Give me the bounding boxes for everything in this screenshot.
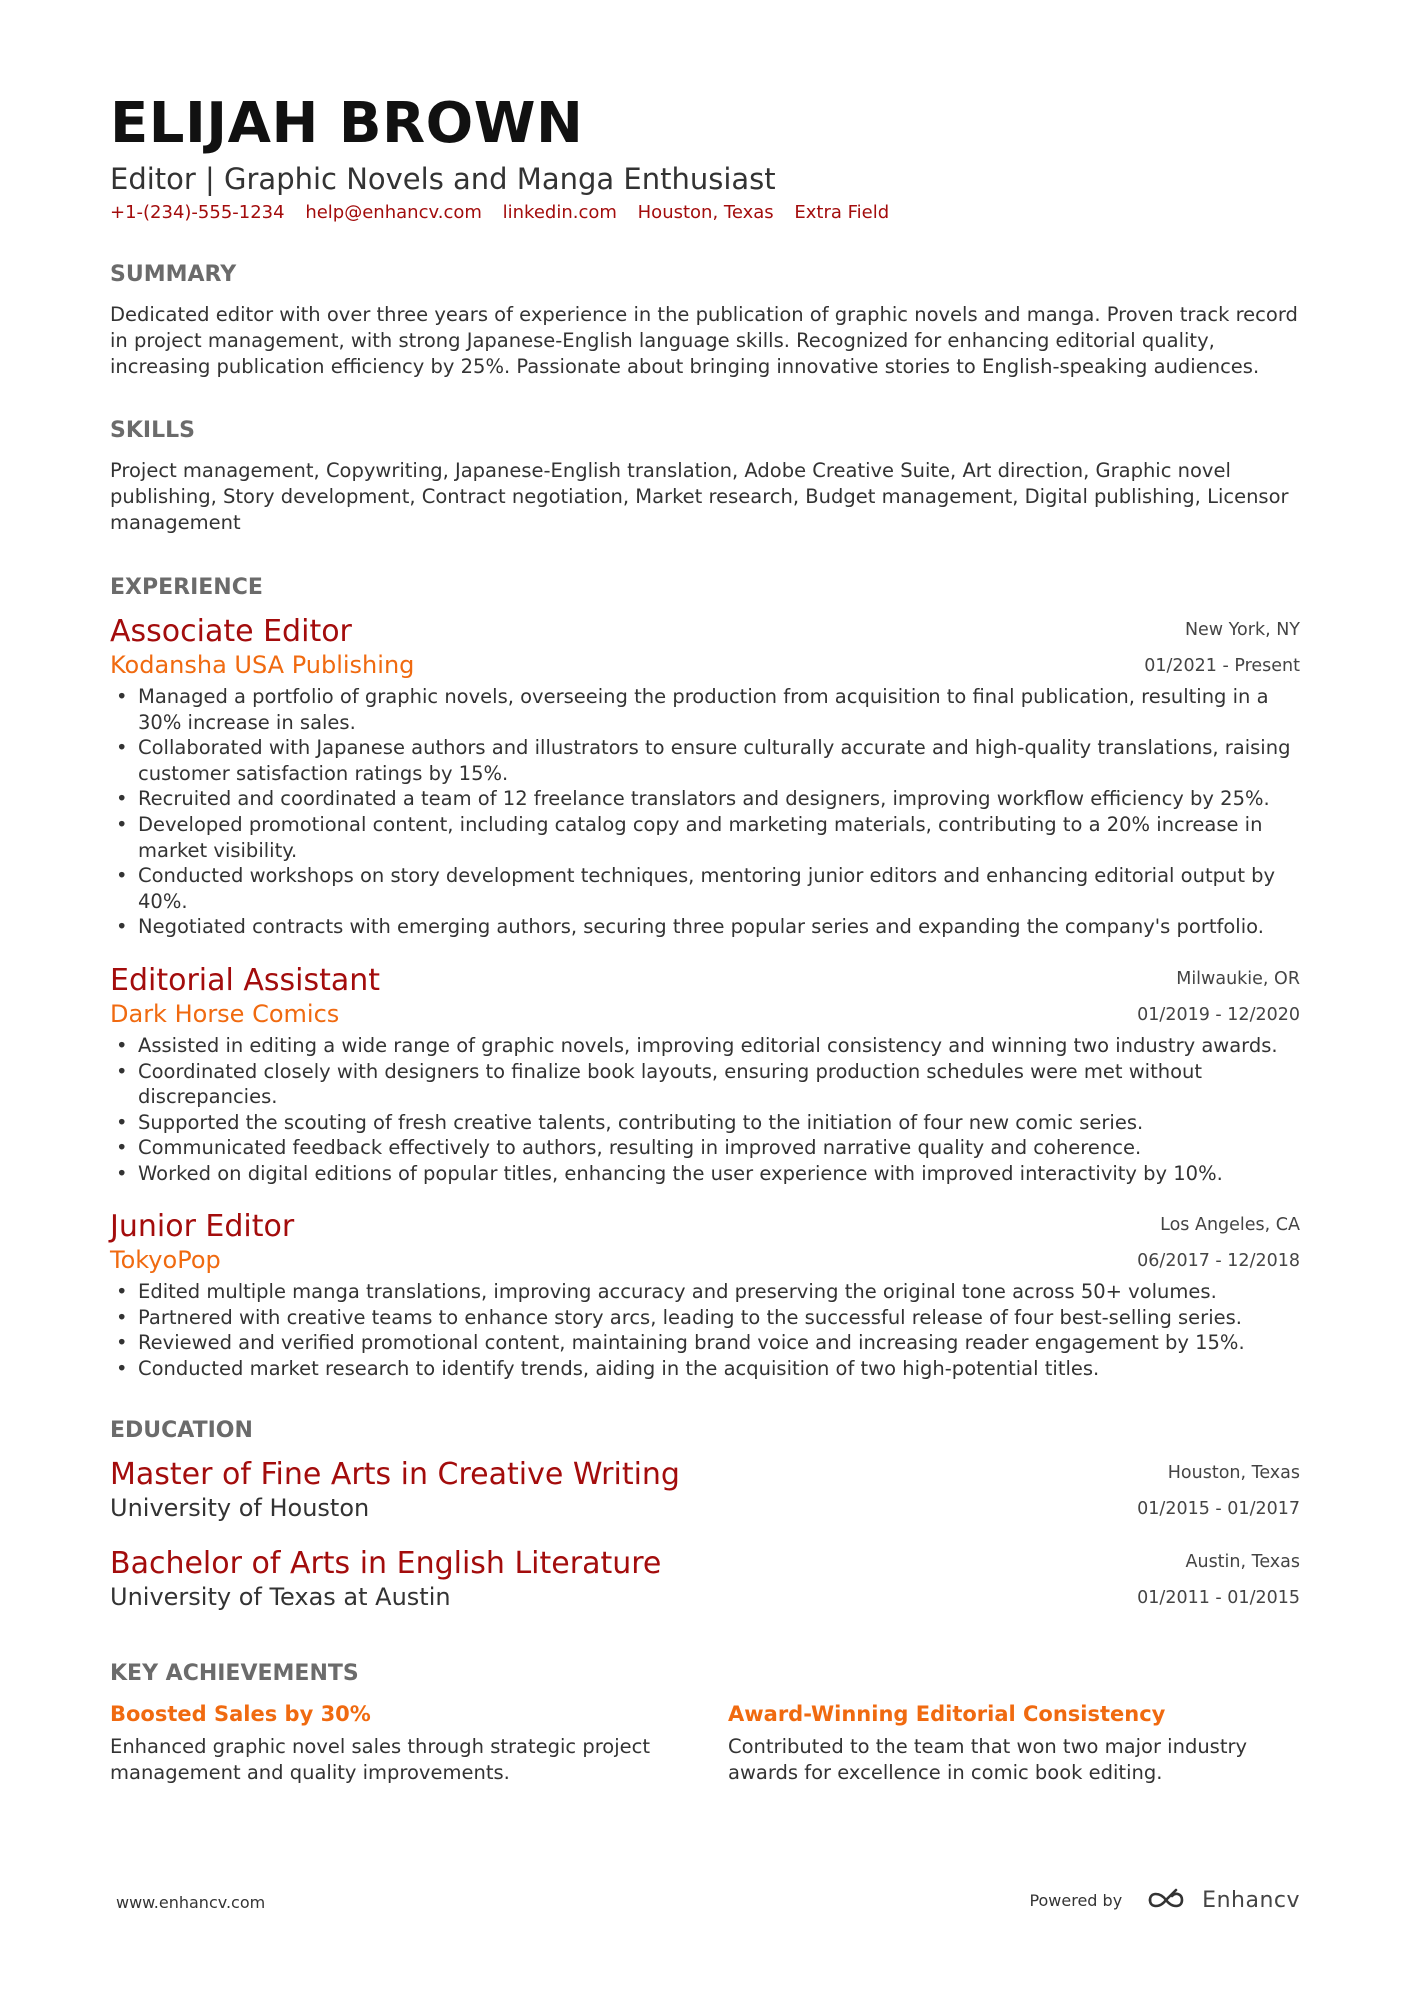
job-entry [110,614,1300,940]
job-entry [110,963,1300,1187]
job-bullet: • Worked on digital editions of popular titles, enhancing the user experience with improved interactivity by 10%. [110,1161,1300,1187]
achievements-heading: KEY ACHIEVEMENTS [110,1661,359,1686]
powered-by-label: Powered by [1029,1890,1123,1910]
contact-email[interactable]: help@enhancv.com [305,202,482,223]
education-school: University of Texas at Austin [110,1583,451,1611]
job-bullet: • Recruited and coordinated a team of 12 freelance translators and designers, improving workflow efficiency by 25%. [110,786,1300,812]
job-bullet: • Conducted market research to identify trends, aiding in the acquisition of two high-potential titles. [110,1356,1300,1382]
job-bullets [110,1279,1300,1381]
job-bullet: • Reviewed and verified promotional content, maintaining brand voice and increasing reader engagement by 15%. [110,1330,1300,1356]
job-bullets [110,1033,1300,1187]
education-location: Austin, Texas [1185,1552,1300,1572]
skills-heading: SKILLS [110,418,195,443]
achievement-item [728,1700,1318,1786]
education-dates: 01/2015 - 01/2017 [1137,1499,1300,1519]
job-location: Los Angeles, CA [1160,1215,1300,1235]
job-bullet: • Negotiated contracts with emerging authors, securing three popular series and expanding the company's portfolio. [110,914,1300,940]
job-bullet: • Collaborated with Japanese authors and illustrators to ensure culturally accurate and high-quality translations, raising customer satisfaction ratings by 15%. [110,735,1300,786]
education-degree: Master of Fine Arts in Creative Writing [110,1457,680,1492]
job-location: Milwaukie, OR [1176,969,1300,989]
job-company: TokyoPop [110,1246,221,1274]
contact-linkedin[interactable]: linkedin.com [502,202,617,223]
job-bullet: • Supported the scouting of fresh creative talents, contributing to the initiation of four new comic series. [110,1110,1300,1136]
job-bullet: • Edited multiple manga translations, improving accuracy and preserving the original tone across 50+ volumes. [110,1279,1300,1305]
achievement-text: Contributed to the team that won two major industry awards for excellence in comic book editing. [728,1735,1248,1784]
brand-name: Enhancv [1202,1887,1300,1913]
summary-heading: SUMMARY [110,262,237,287]
achievement-title: Award-Winning Editorial Consistency [728,1702,1166,1726]
candidate-name: ELIJAH BROWN [110,91,584,156]
job-dates: 06/2017 - 12/2018 [1137,1251,1300,1271]
achievement-text: Enhanced graphic novel sales through strategic project management and quality improvements. [110,1735,651,1784]
job-company: Kodansha USA Publishing [110,651,415,679]
achievement-item [110,1700,700,1786]
footer-website[interactable]: www.enhancv.com [116,1893,266,1912]
education-entry [110,1546,1300,1612]
contact-location: Houston, Texas [637,202,774,223]
job-title: Junior Editor [110,1209,295,1244]
education-school: University of Houston [110,1494,370,1522]
experience-heading: EXPERIENCE [110,575,263,600]
job-bullet: • Partnered with creative teams to enhance story arcs, leading to the successful release of four best-selling series. [110,1305,1300,1331]
education-heading: EDUCATION [110,1418,253,1443]
job-company: Dark Horse Comics [110,1000,340,1028]
job-bullet: • Managed a portfolio of graphic novels, overseeing the production from acquisition to final publication, resulting in a 30% increase in sales. [110,684,1300,735]
job-bullet: • Communicated feedback effectively to authors, resulting in improved narrative quality and coherence. [110,1135,1300,1161]
job-location: New York, NY [1184,620,1300,640]
job-bullet: • Developed promotional content, including catalog copy and marketing materials, contributing to a 20% increase in market visibility. [110,812,1300,863]
job-bullet: • Assisted in editing a wide range of graphic novels, improving editorial consistency and winning two industry awards. [110,1033,1300,1059]
education-dates: 01/2011 - 01/2015 [1137,1588,1300,1608]
job-bullet: • Coordinated closely with designers to finalize book layouts, ensuring production schedules were met without discrepancies. [110,1059,1300,1110]
enhancv-logo-icon [1146,1887,1192,1913]
candidate-headline: Editor | Graphic Novels and Manga Enthusiast [110,162,776,196]
job-dates: 01/2021 - Present [1144,656,1300,676]
job-title: Associate Editor [110,614,352,649]
summary-text: Dedicated editor with over three years of experience in the publication of graphic novels and manga. Proven track record in project management, with strong Japanese-English language skills. Recognized for enhancing editorial quality, increasing publication efficiency by 25%. Passionate about bringing innovative stories to English-speaking audiences. [110,303,1298,378]
contact-line [110,202,904,224]
job-entry [110,1209,1300,1381]
job-title: Editorial Assistant [110,963,381,998]
education-degree: Bachelor of Arts in English Literature [110,1546,662,1581]
job-bullets [110,684,1300,940]
education-entry [110,1457,1300,1523]
education-location: Houston, Texas [1167,1463,1300,1483]
job-dates: 01/2019 - 12/2020 [1137,1005,1300,1025]
job-bullet: • Conducted workshops on story development techniques, mentoring junior editors and enhancing editorial output by 40%. [110,863,1300,914]
footer-branding [1029,1880,1300,1920]
contact-phone[interactable]: +1-(234)-555-1234 [110,202,285,223]
resume-page [110,0,1300,1995]
skills-text: Project management, Copywriting, Japanese-English translation, Adobe Creative Suite, Art direction, Graphic novel publishing, Story development, Contract negotiation, Market research, Budget management, Digital publishing, Licensor management [110,459,1289,534]
achievement-title: Boosted Sales by 30% [110,1702,371,1726]
contact-extra-field: Extra Field [794,202,890,223]
